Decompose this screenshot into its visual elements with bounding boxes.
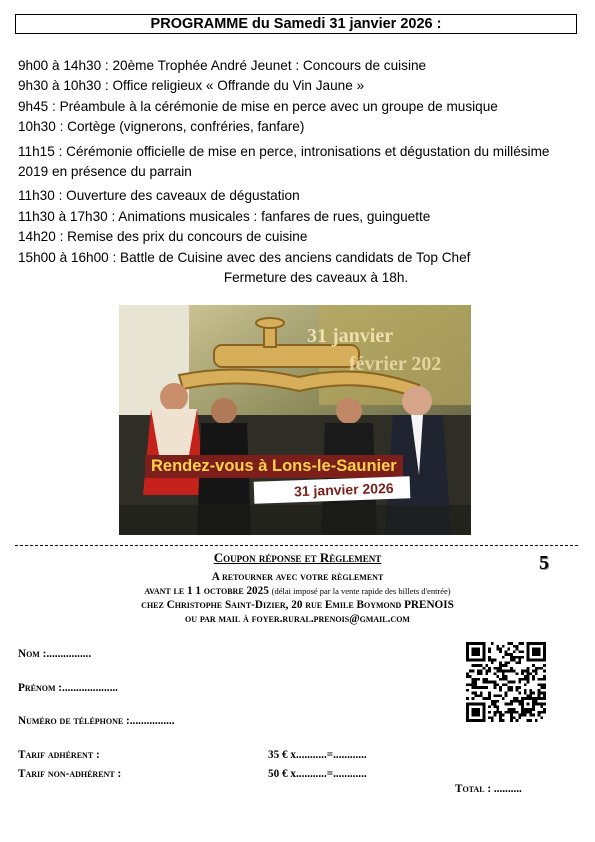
name-field[interactable]: Nom :................ xyxy=(18,648,92,660)
coupon-title: Coupon réponse et Règlement xyxy=(213,550,382,565)
program-item: 9h45 : Préambule à la cérémonie de mise en perce avec un groupe de musique xyxy=(18,98,498,114)
member-rate-label: Tarif adhérent : xyxy=(18,749,100,761)
event-photo xyxy=(119,305,471,535)
program-list xyxy=(18,56,578,288)
total-field[interactable]: Total : .......... xyxy=(455,783,522,795)
program-item: 14h20 : Remise des prix du concours de cuisine xyxy=(18,229,308,245)
coupon-email[interactable]: ou par mail à foyer.rural.prenois@gmail.com xyxy=(185,613,410,625)
non-member-rate-label: Tarif non-adhérent : xyxy=(18,768,122,780)
program-item: 10h30 : Cortège (vignerons, confréries, fanfare) xyxy=(18,119,305,135)
cut-line-divider xyxy=(15,545,578,546)
page-number: 5 xyxy=(539,552,549,574)
phone-field[interactable]: Numéro de téléphone :................ xyxy=(18,715,175,727)
program-header: PROGRAMME du Samedi 31 janvier 2026 : xyxy=(15,14,577,34)
coupon-address: chez Christophe Saint-Dizier, 20 rue Emile Boymond PRENOIS xyxy=(141,599,454,611)
qr-code-graphic xyxy=(466,642,546,722)
photo-banner-title: Rendez-vous à Lons-le-Saunier xyxy=(145,455,403,478)
program-item: 9h00 à 14h30 : 20ème Trophée André Jeunet : Concours de cuisine xyxy=(18,58,427,73)
program-closing: Fermeture des caveaux à 18h. xyxy=(223,270,409,286)
coupon-deadline-note: (délai imposé par la vente rapide des billets d'entrée) xyxy=(271,586,451,596)
photo-background-text: 31 janvier xyxy=(307,325,394,347)
program-item: 15h00 à 16h00 : Battle de Cuisine avec des anciens candidats de Top Chef xyxy=(18,249,471,265)
coupon-return-line: A retourner avec votre règlement xyxy=(211,571,384,583)
photo-background-text: février 202 xyxy=(349,353,442,375)
member-rate-field[interactable]: 35 € x...........=............ xyxy=(268,749,367,761)
first-name-field[interactable]: Prénom :.................... xyxy=(18,682,118,694)
program-item: 9h30 à 10h30 : Office religieux « Offrande du Vin Jaune » xyxy=(18,78,365,94)
coupon-deadline: avant le 1 1 octobre 2025 xyxy=(144,585,269,597)
qr-code-icon[interactable] xyxy=(466,642,546,722)
program-item: 11h30 : Ouverture des caveaux de dégustation xyxy=(18,188,300,204)
coupon-instructions xyxy=(0,570,595,626)
non-member-rate-field[interactable]: 50 € x...........=............ xyxy=(268,768,367,780)
program-item: 11h30 à 17h30 : Animations musicales : fanfares de rues, guinguette xyxy=(18,208,431,224)
program-item: 11h15 : Cérémonie officielle de mise en perce, intronisations et dégustation du millésime 2019 en présence du parrain xyxy=(18,143,550,180)
coupon-deadline-line xyxy=(0,584,595,598)
photo-banner-date: 31 janvier 2026 xyxy=(254,476,410,503)
